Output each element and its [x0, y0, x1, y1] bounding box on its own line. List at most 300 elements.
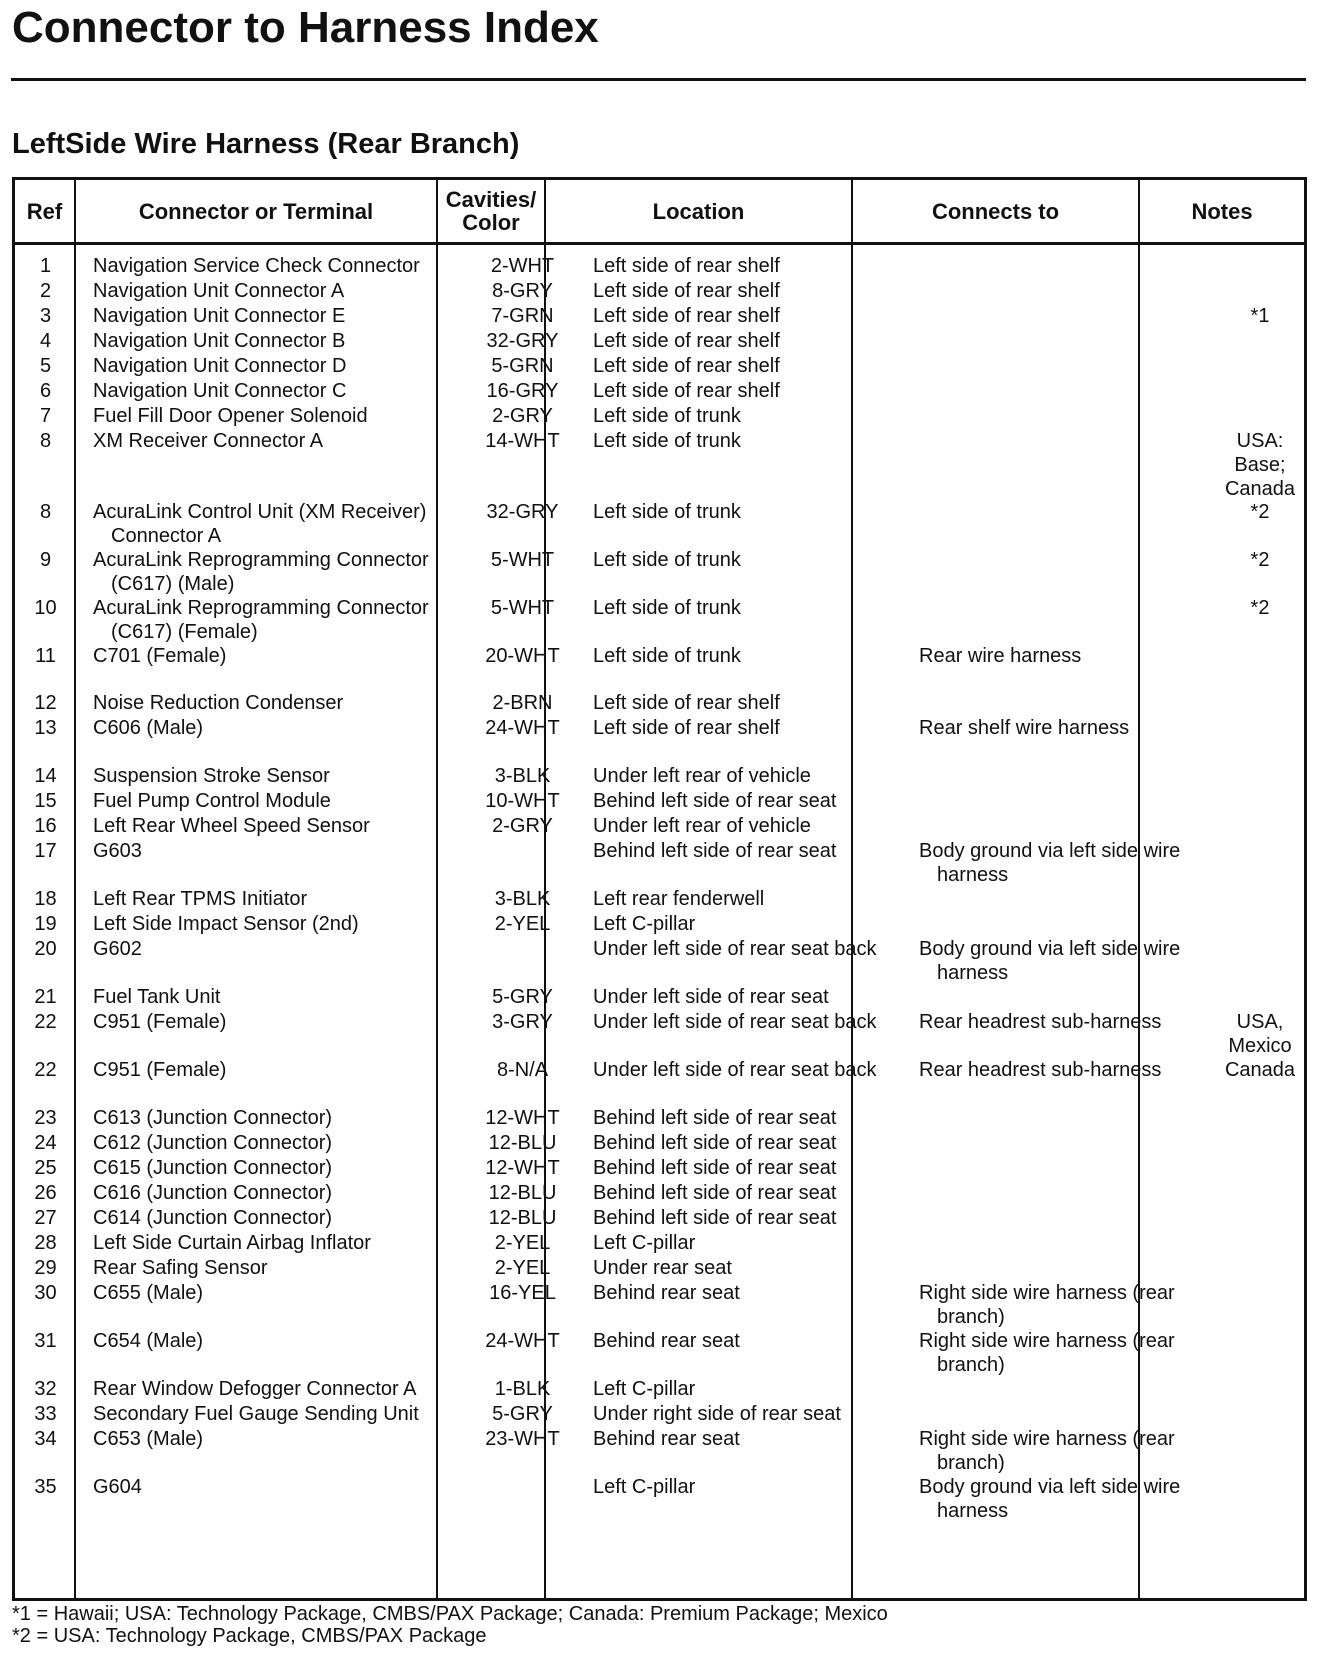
cavities-cell-text: 3-BLK — [494, 888, 551, 910]
cavities-cell-text: 5-WHT — [490, 549, 555, 571]
header-notes: Notes — [1191, 198, 1253, 224]
notes-cell — [1216, 596, 1304, 620]
location-cell — [593, 500, 913, 524]
cavities-cell — [467, 1010, 578, 1034]
location-cell — [593, 596, 913, 620]
connector-cell — [93, 839, 463, 863]
header-connects-to: Connects to — [931, 198, 1060, 224]
ref-cell — [15, 404, 76, 428]
connector-cell-text: Navigation Unit Connector E — [93, 305, 346, 327]
ref-cell — [15, 887, 76, 911]
section-title: LeftSide Wire Harness (Rear Branch) — [12, 128, 520, 160]
ref-cell — [15, 1106, 76, 1130]
connector-cell-text: Navigation Unit Connector A — [93, 280, 345, 302]
location-cell-text: Behind left side of rear seat — [593, 1207, 837, 1229]
notes-cell — [1216, 500, 1304, 524]
ref-cell-text: 24 — [34, 1132, 57, 1154]
location-cell-text: Left side of trunk — [593, 645, 741, 667]
cavities-cell-text: 2-YEL — [494, 913, 551, 935]
ref-cell — [15, 764, 76, 788]
location-cell — [593, 839, 913, 863]
cavities-cell-text: 12-WHT — [485, 1107, 560, 1129]
location-cell-text: Behind left side of rear seat — [593, 1107, 837, 1129]
connects-to-cell-text: branch) — [937, 1354, 1005, 1376]
connector-cell — [93, 1010, 463, 1034]
connector-cell — [93, 596, 463, 644]
cavities-cell-text: 24-WHT — [485, 717, 560, 739]
location-cell — [593, 354, 913, 378]
ref-cell-text: 29 — [34, 1257, 57, 1279]
connector-cell-text: (C617) (Male) — [111, 573, 235, 595]
connects-to-cell-text: Body ground via left side wire — [919, 1476, 1181, 1498]
ref-cell-text: 17 — [34, 840, 57, 862]
location-cell-text: Behind rear seat — [593, 1428, 740, 1450]
location-cell — [593, 887, 913, 911]
connector-cell-text: Left Side Curtain Airbag Inflator — [93, 1232, 371, 1254]
location-cell-text: Under left rear of vehicle — [593, 765, 811, 787]
cavities-cell — [467, 1156, 578, 1180]
connector-cell — [93, 404, 463, 428]
connector-cell — [93, 912, 463, 936]
ref-cell — [15, 1010, 76, 1034]
connector-cell — [93, 1329, 463, 1353]
connector-cell — [93, 304, 463, 328]
notes-cell — [1216, 304, 1304, 328]
connector-cell-text: C606 (Male) — [93, 717, 204, 739]
location-cell-text: Left side of rear shelf — [593, 305, 780, 327]
ref-cell-text: 26 — [34, 1182, 57, 1204]
cavities-cell-text: 7-GRN — [491, 305, 554, 327]
connector-cell — [93, 1402, 463, 1426]
connects-to-cell — [919, 716, 1219, 740]
connector-cell — [93, 1058, 463, 1082]
connector-cell-text: G602 — [93, 938, 142, 960]
cavities-cell — [467, 1181, 578, 1205]
ref-cell — [15, 1156, 76, 1180]
location-cell — [593, 1475, 913, 1499]
ref-cell — [15, 1427, 76, 1451]
cavities-cell-text: 1-BLK — [494, 1378, 551, 1400]
cavities-cell-text: 2-GRY — [492, 405, 553, 427]
cavities-cell — [467, 716, 578, 740]
connects-to-cell-text: Body ground via left side wire — [919, 840, 1181, 862]
cavities-cell — [467, 1058, 578, 1082]
cavities-cell — [467, 1329, 578, 1353]
ref-cell-text: 15 — [34, 790, 57, 812]
ref-cell-text: 31 — [34, 1330, 57, 1352]
connector-cell-text: C615 (Junction Connector) — [93, 1157, 333, 1179]
location-cell — [593, 404, 913, 428]
cavities-cell-text: 2-WHT — [490, 255, 555, 277]
ref-cell — [15, 596, 76, 620]
cavities-cell — [467, 379, 578, 403]
connector-cell-text: AcuraLink Reprogramming Connector — [93, 549, 429, 571]
ref-cell — [15, 839, 76, 863]
connector-cell — [93, 1377, 463, 1401]
ref-cell-text: 33 — [34, 1403, 57, 1425]
cavities-cell — [467, 404, 578, 428]
location-cell-text: Left side of trunk — [593, 430, 741, 452]
ref-cell — [15, 548, 76, 572]
location-cell-text: Under left rear of vehicle — [593, 815, 811, 837]
ref-cell-text: 30 — [34, 1282, 57, 1304]
connector-cell-text: G604 — [93, 1476, 142, 1498]
ref-cell-text: 8 — [39, 501, 52, 523]
cavities-cell — [467, 279, 578, 303]
cavities-cell — [467, 814, 578, 838]
connects-to-cell-text: Right side wire harness (rear — [919, 1330, 1175, 1352]
cavities-cell-text: 16-GRY — [486, 380, 559, 402]
connector-cell — [93, 1106, 463, 1130]
location-cell — [593, 379, 913, 403]
ref-cell — [15, 329, 76, 353]
ref-cell-text: 35 — [34, 1476, 57, 1498]
ref-cell-text: 20 — [34, 938, 57, 960]
location-cell — [593, 814, 913, 838]
notes-cell-text: Base; — [1234, 454, 1286, 476]
connector-cell — [93, 644, 463, 668]
connector-cell-text: Fuel Tank Unit — [93, 986, 221, 1008]
ref-cell-text: 14 — [34, 765, 57, 787]
connector-cell — [93, 985, 463, 1009]
location-cell-text: Left C-pillar — [593, 913, 696, 935]
cavities-cell — [467, 548, 578, 572]
ref-cell — [15, 1131, 76, 1155]
ref-cell-text: 32 — [34, 1378, 57, 1400]
cavities-cell-text: 20-WHT — [485, 645, 560, 667]
connector-cell — [93, 691, 463, 715]
ref-cell — [15, 1181, 76, 1205]
ref-cell-text: 5 — [39, 355, 52, 377]
location-cell-text: Under rear seat — [593, 1257, 732, 1279]
location-cell-text: Left side of rear shelf — [593, 380, 780, 402]
location-cell — [593, 985, 913, 1009]
location-cell-text: Behind left side of rear seat — [593, 1157, 837, 1179]
location-cell — [593, 1231, 913, 1255]
notes-cell-text: USA, — [1236, 1011, 1284, 1033]
ref-cell-text: 27 — [34, 1207, 57, 1229]
header-cavities-line2: Color — [462, 210, 520, 235]
connector-cell-text: C701 (Female) — [93, 645, 227, 667]
column-divider — [1138, 180, 1140, 1598]
location-cell — [593, 644, 913, 668]
cavities-cell — [467, 1427, 578, 1451]
connector-cell — [93, 1206, 463, 1230]
ref-cell-text: 28 — [34, 1232, 57, 1254]
ref-cell — [15, 985, 76, 1009]
location-cell — [593, 1377, 913, 1401]
location-cell-text: Behind left side of rear seat — [593, 790, 837, 812]
ref-cell-text: 34 — [34, 1428, 57, 1450]
connects-to-cell-text: Rear shelf wire harness — [919, 717, 1130, 739]
footnote-1: *1 = Hawaii; USA: Technology Package, CMBS/PAX Package; Canada: Premium Package; Mexico — [12, 1603, 888, 1625]
location-cell-text: Left rear fenderwell — [593, 888, 765, 910]
location-cell — [593, 691, 913, 715]
connects-to-cell-text: branch) — [937, 1306, 1005, 1328]
cavities-cell — [467, 1377, 578, 1401]
ref-cell-text: 2 — [39, 280, 52, 302]
cavities-cell — [467, 1256, 578, 1280]
connector-cell — [93, 887, 463, 911]
connector-cell — [93, 500, 463, 548]
connector-cell-text: XM Receiver Connector A — [93, 430, 324, 452]
notes-cell-text: *2 — [1250, 549, 1270, 571]
location-cell-text: Left C-pillar — [593, 1476, 696, 1498]
connector-cell-text: C951 (Female) — [93, 1059, 227, 1081]
notes-cell-text: *2 — [1250, 501, 1270, 523]
connector-cell — [93, 254, 463, 278]
connector-cell — [93, 716, 463, 740]
location-cell — [593, 1402, 913, 1426]
connector-cell-text: C616 (Junction Connector) — [93, 1182, 333, 1204]
ref-cell — [15, 1475, 76, 1499]
connector-cell-text: AcuraLink Reprogramming Connector — [93, 597, 429, 619]
notes-cell — [1216, 1010, 1304, 1058]
connects-to-cell — [919, 1475, 1219, 1523]
cavities-cell-text: 5-WHT — [490, 597, 555, 619]
ref-cell — [15, 1402, 76, 1426]
location-cell — [593, 329, 913, 353]
cavities-cell-text: 12-BLU — [488, 1132, 557, 1154]
notes-cell-text: *2 — [1250, 597, 1270, 619]
connector-cell-text: C653 (Male) — [93, 1428, 204, 1450]
location-cell — [593, 254, 913, 278]
location-cell — [593, 937, 913, 961]
ref-cell — [15, 1256, 76, 1280]
connector-cell — [93, 1156, 463, 1180]
connector-cell-text: C612 (Junction Connector) — [93, 1132, 333, 1154]
location-cell — [593, 548, 913, 572]
ref-cell — [15, 691, 76, 715]
connector-cell-text: Fuel Pump Control Module — [93, 790, 331, 812]
connector-cell — [93, 1131, 463, 1155]
ref-cell — [15, 379, 76, 403]
location-cell-text: Left C-pillar — [593, 1232, 696, 1254]
location-cell — [593, 716, 913, 740]
cavities-cell — [467, 329, 578, 353]
connector-cell — [93, 1427, 463, 1451]
cavities-cell-text: 2-BRN — [492, 692, 553, 714]
notes-cell — [1216, 548, 1304, 572]
cavities-cell — [467, 254, 578, 278]
notes-cell-text: Canada — [1224, 1059, 1296, 1081]
location-cell — [593, 789, 913, 813]
cavities-cell — [467, 1106, 578, 1130]
connector-cell-text: Navigation Unit Connector B — [93, 330, 346, 352]
connector-cell — [93, 814, 463, 838]
cavities-cell — [467, 1231, 578, 1255]
connector-cell-text: C614 (Junction Connector) — [93, 1207, 333, 1229]
connects-to-cell-text: harness — [937, 962, 1009, 984]
ref-cell-text: 8 — [39, 430, 52, 452]
connector-cell-text: Navigation Unit Connector C — [93, 380, 347, 402]
cavities-cell-text: 2-GRY — [492, 815, 553, 837]
location-cell-text: Left side of rear shelf — [593, 692, 780, 714]
ref-cell-text: 1 — [39, 255, 52, 277]
location-cell — [593, 1156, 913, 1180]
location-cell-text: Left side of rear shelf — [593, 717, 780, 739]
cavities-cell-text: 5-GRN — [491, 355, 554, 377]
header-cavities-line1: Cavities/ — [445, 187, 537, 212]
ref-cell-text: 3 — [39, 305, 52, 327]
location-cell — [593, 429, 913, 453]
ref-cell — [15, 1206, 76, 1230]
cavities-cell — [467, 1131, 578, 1155]
ref-cell-text: 22 — [34, 1059, 57, 1081]
cavities-cell-text: 10-WHT — [485, 790, 560, 812]
ref-cell-text: 7 — [39, 405, 52, 427]
cavities-cell — [467, 500, 578, 524]
connector-cell — [93, 1231, 463, 1255]
cavities-cell-text: 8-GRY — [492, 280, 553, 302]
connector-cell-text: Left Rear TPMS Initiator — [93, 888, 308, 910]
ref-cell — [15, 1058, 76, 1082]
cavities-cell — [467, 596, 578, 620]
location-cell-text: Behind left side of rear seat — [593, 840, 837, 862]
cavities-cell-text: 2-YEL — [494, 1257, 551, 1279]
cavities-cell — [467, 764, 578, 788]
connector-cell-text: Rear Window Defogger Connector A — [93, 1378, 417, 1400]
connects-to-cell-text: branch) — [937, 1452, 1005, 1474]
location-cell — [593, 1427, 913, 1451]
connector-cell-text: C655 (Male) — [93, 1282, 204, 1304]
location-cell — [593, 1256, 913, 1280]
location-cell — [593, 1131, 913, 1155]
cavities-cell — [467, 691, 578, 715]
connector-cell-text: Navigation Service Check Connector — [93, 255, 420, 277]
ref-cell — [15, 814, 76, 838]
location-cell-text: Left side of rear shelf — [593, 255, 780, 277]
ref-cell — [15, 500, 76, 524]
cavities-cell — [467, 887, 578, 911]
location-cell — [593, 1010, 913, 1034]
ref-cell — [15, 254, 76, 278]
cavities-cell-text: 12-BLU — [488, 1207, 557, 1229]
cavities-cell-text: 3-BLK — [494, 765, 551, 787]
ref-cell — [15, 279, 76, 303]
connector-cell — [93, 548, 463, 596]
connects-to-cell-text: Right side wire harness (rear — [919, 1428, 1175, 1450]
connector-cell-text: C951 (Female) — [93, 1011, 227, 1033]
connector-cell-text: Fuel Fill Door Opener Solenoid — [93, 405, 368, 427]
location-cell — [593, 912, 913, 936]
ref-cell-text: 16 — [34, 815, 57, 837]
connector-cell — [93, 329, 463, 353]
ref-cell-text: 18 — [34, 888, 57, 910]
location-cell-text: Under left side of rear seat — [593, 986, 829, 1008]
location-cell-text: Under right side of rear seat — [593, 1403, 841, 1425]
notes-cell-text: *1 — [1250, 305, 1270, 327]
location-cell-text: Left side of trunk — [593, 405, 741, 427]
cavities-cell — [467, 789, 578, 813]
notes-cell-text: Mexico — [1228, 1035, 1292, 1057]
notes-cell-text: USA: — [1236, 430, 1284, 452]
ref-cell — [15, 1231, 76, 1255]
location-cell-text: Behind rear seat — [593, 1330, 740, 1352]
ref-cell-text: 10 — [34, 597, 57, 619]
cavities-cell-text: 23-WHT — [485, 1428, 560, 1450]
header-connector: Connector or Terminal — [138, 198, 374, 224]
cavities-cell-text: 2-YEL — [494, 1232, 551, 1254]
connector-cell — [93, 279, 463, 303]
connector-cell — [93, 937, 463, 961]
footnotes — [12, 1603, 888, 1647]
ref-cell — [15, 429, 76, 453]
ref-cell — [15, 716, 76, 740]
location-cell — [593, 1106, 913, 1130]
cavities-cell-text: 5-GRY — [492, 986, 553, 1008]
ref-cell — [15, 1329, 76, 1353]
ref-cell-text: 12 — [34, 692, 57, 714]
connector-cell — [93, 1256, 463, 1280]
connects-to-cell — [919, 1427, 1219, 1475]
cavities-cell — [467, 912, 578, 936]
ref-cell-text: 23 — [34, 1107, 57, 1129]
harness-index-table — [12, 177, 1307, 1601]
location-cell-text: Left side of trunk — [593, 501, 741, 523]
ref-cell-text: 13 — [34, 717, 57, 739]
ref-cell-text: 21 — [34, 986, 57, 1008]
connector-cell — [93, 1181, 463, 1205]
ref-cell — [15, 912, 76, 936]
connector-cell-text: Rear Safing Sensor — [93, 1257, 268, 1279]
ref-cell — [15, 644, 76, 668]
ref-cell — [15, 937, 76, 961]
ref-cell — [15, 1377, 76, 1401]
cavities-cell — [467, 1281, 578, 1305]
cavities-cell — [467, 354, 578, 378]
ref-cell-text: 11 — [35, 645, 56, 667]
cavities-cell-text: 3-GRY — [492, 1011, 553, 1033]
connector-cell-text: Noise Reduction Condenser — [93, 692, 344, 714]
location-cell-text: Left side of rear shelf — [593, 330, 780, 352]
connects-to-cell — [919, 937, 1219, 985]
connects-to-cell-text: Right side wire harness (rear — [919, 1282, 1175, 1304]
location-cell-text: Behind left side of rear seat — [593, 1132, 837, 1154]
footnote-2: *2 = USA: Technology Package, CMBS/PAX Package — [12, 1625, 487, 1647]
title-divider — [11, 78, 1306, 81]
cavities-cell-text: 32-GRY — [486, 330, 559, 352]
connects-to-cell-text: Body ground via left side wire — [919, 938, 1181, 960]
location-cell — [593, 279, 913, 303]
connector-cell-text: C613 (Junction Connector) — [93, 1107, 333, 1129]
notes-cell-text: Canada — [1224, 478, 1296, 500]
ref-cell-text: 4 — [39, 330, 52, 352]
connector-cell — [93, 764, 463, 788]
location-cell-text: Under left side of rear seat back — [593, 938, 877, 960]
location-cell — [593, 1206, 913, 1230]
location-cell — [593, 1281, 913, 1305]
connects-to-cell — [919, 644, 1219, 668]
location-cell-text: Under left side of rear seat back — [593, 1011, 877, 1033]
connects-to-cell-text: Rear wire harness — [919, 645, 1082, 667]
page-title: Connector to Harness Index — [12, 3, 599, 52]
location-cell-text: Behind left side of rear seat — [593, 1182, 837, 1204]
ref-cell-text: 22 — [34, 1011, 57, 1033]
connects-to-cell — [919, 1010, 1219, 1034]
location-cell — [593, 1058, 913, 1082]
connector-cell — [93, 354, 463, 378]
cavities-cell-text: 32-GRY — [486, 501, 559, 523]
location-cell-text: Left side of rear shelf — [593, 280, 780, 302]
ref-cell — [15, 789, 76, 813]
ref-cell — [15, 354, 76, 378]
connects-to-cell — [919, 1281, 1219, 1329]
connects-to-cell — [919, 839, 1219, 887]
ref-cell — [15, 1281, 76, 1305]
connector-cell — [93, 379, 463, 403]
cavities-cell-text: 5-GRY — [492, 1403, 553, 1425]
